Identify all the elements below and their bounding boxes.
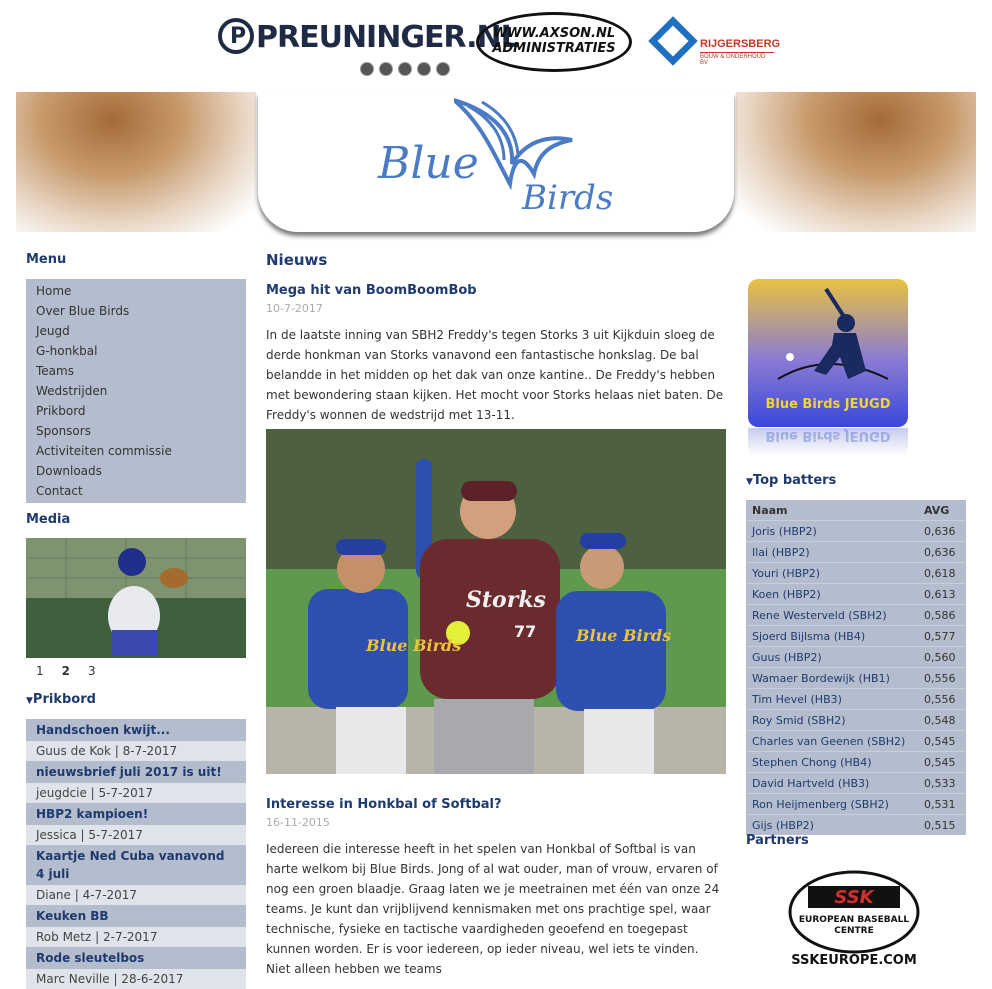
batter-name[interactable]: Rene Westerveld (SBH2)	[746, 605, 918, 626]
axson-line1: WWW.AXSON.NL	[492, 26, 616, 41]
table-row	[746, 542, 966, 563]
ssk-brand-text: SSK	[834, 887, 874, 908]
batter-avg: 0,560	[918, 647, 966, 668]
batter-avg: 0,556	[918, 668, 966, 689]
article-body: Iedereen die interesse heeft in het spelen van Honkbal of Softbal is van harte welkom bij Blue Birds. Jong of al wat ouder, man of vrouw, ervaren of nog een groen blaadje. Graag laten we je meetrainen met één van onze 24 teams. Je kunt dan vrijblijvend kennismaken met ons prachtige spel, waar technische, fysieke en tactische vaardigheden geoefend en toegepast kunnen worden. Er is voor iedereen, op ieder niveau, wel iets te vinden. Niet alleen hebben we teams	[266, 842, 720, 976]
menu-item-contact[interactable]: Contact	[36, 484, 83, 498]
axson-logo[interactable]	[476, 12, 632, 72]
prikbord-list	[26, 719, 246, 989]
menu-item-jeugd[interactable]: Jeugd	[36, 324, 70, 338]
media-page-1[interactable]: 1	[36, 664, 44, 678]
article-title[interactable]: Mega hit van BoomBoomBob	[266, 283, 477, 298]
prikbord-item	[26, 947, 246, 989]
jersey-number: 77	[514, 622, 537, 641]
partners-title: Partners	[746, 833, 809, 848]
preuninger-logo[interactable]	[218, 16, 519, 72]
prikbord-item	[26, 803, 246, 845]
batter-name[interactable]: Wamaer Bordewijk (HB1)	[746, 668, 918, 689]
team-photo-illustration	[266, 429, 726, 774]
menu-item-prikbord[interactable]: Prikbord	[36, 404, 86, 418]
table-row	[746, 710, 966, 731]
table-row	[746, 689, 966, 710]
batter-name[interactable]: Tim Hevel (HB3)	[746, 689, 918, 710]
table-row	[746, 605, 966, 626]
jersey-text-left: Blue Birds	[366, 636, 462, 655]
article-photo[interactable]	[266, 429, 726, 774]
prikbord-item-meta: Guus de Kok | 8-7-2017	[26, 741, 246, 761]
prikbord-item-meta: Rob Metz | 2-7-2017	[26, 927, 246, 947]
axson-line2: ADMINISTRATIES	[492, 41, 616, 56]
top-batters-title-label: Top batters	[752, 473, 837, 488]
jeugd-reflection-text: Blue Birds JEUGD	[765, 428, 891, 443]
news-article	[266, 797, 726, 979]
menu-item-downloads[interactable]: Downloads	[36, 464, 102, 478]
news-article	[266, 283, 726, 425]
prikbord-item-meta: Marc Neville | 28-6-2017	[26, 969, 246, 989]
collapse-triangle-icon: ▼	[26, 696, 33, 706]
batter-avg: 0,613	[918, 584, 966, 605]
car-brand-badges	[360, 62, 450, 76]
batter-avg: 0,533	[918, 773, 966, 794]
col-name-header: Naam	[746, 500, 918, 521]
batter-avg: 0,577	[918, 626, 966, 647]
prikbord-item-meta: Jessica | 5-7-2017	[26, 825, 246, 845]
menu-item-home[interactable]: Home	[36, 284, 72, 298]
batter-avg: 0,586	[918, 605, 966, 626]
batter-avg: 0,636	[918, 542, 966, 563]
table-row	[746, 668, 966, 689]
jeugd-label: Blue Birds JEUGD	[765, 397, 891, 412]
prikbord-item	[26, 719, 246, 761]
media-page-3[interactable]: 3	[88, 664, 96, 678]
menu-item-over-blue-birds[interactable]: Over Blue Birds	[36, 304, 130, 318]
batter-avg: 0,545	[918, 752, 966, 773]
preuninger-text: PREUNINGER.NL	[256, 20, 519, 55]
menu-title: Menu	[26, 252, 67, 267]
ssk-logo-illustration	[786, 868, 922, 968]
site-header	[16, 92, 976, 242]
batter-avg: 0,636	[918, 521, 966, 542]
jersey-text-middle: Storks	[466, 587, 546, 613]
prikbord-item-title[interactable]: Kaartje Ned Cuba vanavond 4 juli	[26, 845, 246, 885]
menu-item-teams[interactable]: Teams	[36, 364, 74, 378]
batter-avg: 0,556	[918, 689, 966, 710]
article-body: In de laatste inning van SBH2 Freddy's tegen Storks 3 uit Kijkduin sloeg de derde honkman van Storks vanavond een fantastische honkslag. De bal belandde in het midden op het dak van onze kantine.. De Freddy's hebben met bewondering staan kijken. Het mocht voor Storks helaas niet baten. De Freddy's wonnen de wedstrijd met 13-11.	[266, 328, 724, 422]
table-row	[746, 563, 966, 584]
media-photo-catcher[interactable]	[26, 538, 246, 658]
batter-silhouette-icon	[748, 279, 908, 397]
table-row	[746, 815, 966, 836]
prikbord-title-label: Prikbord	[32, 692, 96, 707]
jeugd-banner[interactable]	[748, 279, 908, 427]
batter-name[interactable]: Stephen Chong (HB4)	[746, 752, 918, 773]
jersey-text-right: Blue Birds	[576, 626, 672, 645]
prikbord-title[interactable]	[26, 692, 96, 707]
top-batters-title[interactable]	[746, 473, 836, 488]
batter-name[interactable]: Joris (HBP2)	[746, 521, 918, 542]
table-header-row	[746, 500, 966, 521]
table-row	[746, 773, 966, 794]
ssk-mid2: CENTRE	[834, 926, 874, 936]
prikbord-item-meta: Diane | 4-7-2017	[26, 885, 246, 905]
rijgersberg-sub: BOUW & ONDERHOUD BV	[700, 52, 774, 66]
ssk-partner-logo[interactable]	[786, 868, 922, 968]
batter-name[interactable]: David Hartveld (HB3)	[746, 773, 918, 794]
batter-name[interactable]: Ilai (HBP2)	[746, 542, 918, 563]
top-batters-rows	[746, 521, 966, 836]
main-menu	[26, 279, 246, 503]
sponsor-bar	[0, 0, 992, 88]
batter-avg: 0,548	[918, 710, 966, 731]
batter-name[interactable]: Youri (HBP2)	[746, 563, 918, 584]
batter-name[interactable]: Koen (HBP2)	[746, 584, 918, 605]
jeugd-reflection	[748, 428, 908, 456]
media-pager	[36, 664, 96, 678]
table-row	[746, 794, 966, 815]
batter-avg: 0,618	[918, 563, 966, 584]
batter-name[interactable]: Guus (HBP2)	[746, 647, 918, 668]
rijgersberg-name: RIJGERSBERG	[700, 38, 781, 50]
batter-avg: 0,531	[918, 794, 966, 815]
article-date: 10-7-2017	[266, 302, 323, 315]
batter-name[interactable]: Charles van Geenen (SBH2)	[746, 731, 918, 752]
news-title: Nieuws	[266, 251, 328, 269]
rijgersberg-logo[interactable]	[646, 14, 781, 72]
table-row	[746, 584, 966, 605]
table-row	[746, 521, 966, 542]
col-avg-header: AVG	[918, 500, 966, 521]
prikbord-item	[26, 905, 246, 947]
prikbord-item-title[interactable]: HBP2 kampioen!	[26, 803, 246, 825]
catcher-illustration	[26, 538, 246, 658]
prikbord-item-title[interactable]: nieuwsbrief juli 2017 is uit!	[26, 761, 246, 783]
prikbord-item-title[interactable]: Keuken BB	[26, 905, 246, 927]
prikbord-item	[26, 845, 246, 905]
media-title: Media	[26, 512, 71, 527]
table-row	[746, 626, 966, 647]
prikbord-item-title[interactable]: Rode sleutelbos	[26, 947, 246, 969]
menu-item-g-honkbal[interactable]: G-honkbal	[36, 344, 98, 358]
menu-item-sponsors[interactable]: Sponsors	[36, 424, 91, 438]
preuninger-emblem: P	[218, 18, 254, 54]
baseball-image-left	[16, 92, 256, 232]
batter-avg: 0,545	[918, 731, 966, 752]
ssk-url: SSKEUROPE.COM	[791, 953, 917, 968]
table-row	[746, 752, 966, 773]
top-batters-table	[746, 500, 966, 835]
ssk-mid1: EUROPEAN BASEBALL	[798, 915, 910, 925]
menu-item-activiteiten-commissie[interactable]: Activiteiten commissie	[36, 444, 172, 458]
batter-name[interactable]: Roy Smid (SBH2)	[746, 710, 918, 731]
logo-word-birds[interactable]: Birds	[522, 178, 614, 218]
prikbord-item-title[interactable]: Handschoen kwijt...	[26, 719, 246, 741]
batter-name[interactable]: Ron Heijmenberg (SBH2)	[746, 794, 918, 815]
media-page-2[interactable]: 2	[61, 664, 70, 678]
baseball-image-right	[736, 92, 976, 232]
article-date: 16-11-2015	[266, 816, 330, 829]
article-title[interactable]: Interesse in Honkbal of Softbal?	[266, 797, 502, 812]
table-row	[746, 731, 966, 752]
batter-name[interactable]: Sjoerd Bijlsma (HB4)	[746, 626, 918, 647]
menu-item-wedstrijden[interactable]: Wedstrijden	[36, 384, 108, 398]
logo-word-blue[interactable]: Blue	[378, 138, 479, 189]
batter-name[interactable]: Gijs (HBP2)	[746, 815, 918, 836]
prikbord-item	[26, 761, 246, 803]
prikbord-item-meta: jeugdcie | 5-7-2017	[26, 783, 246, 803]
collapse-triangle-icon: ▼	[746, 477, 753, 487]
batter-avg: 0,515	[918, 815, 966, 836]
table-row	[746, 647, 966, 668]
